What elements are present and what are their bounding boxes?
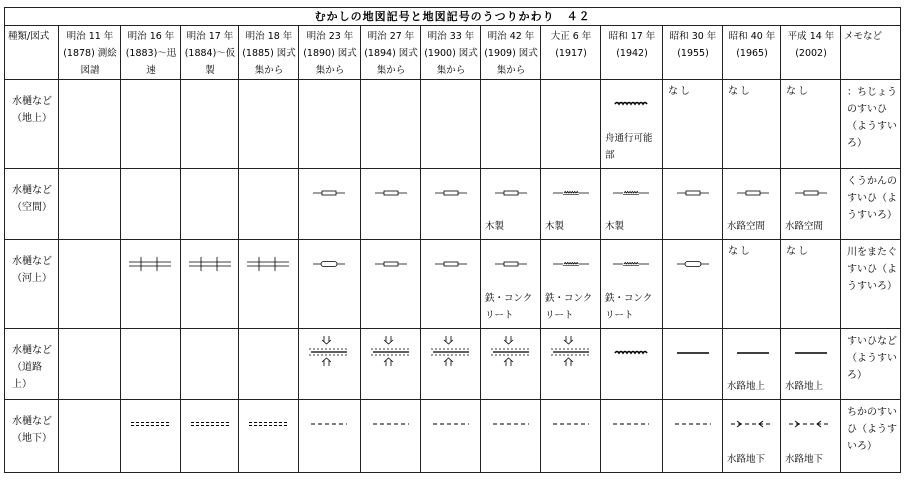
pipe-box-icon bbox=[299, 169, 360, 239]
symbol-cell bbox=[299, 240, 361, 329]
cell-note: なし bbox=[786, 246, 810, 257]
header-cell: 種類/図式 bbox=[5, 26, 59, 80]
symbol-cell bbox=[663, 400, 723, 473]
symbol-cell bbox=[481, 169, 541, 240]
row-label: 水樋など（地下） bbox=[5, 400, 59, 473]
symbol-cell bbox=[299, 80, 361, 169]
pipe-box-icon bbox=[663, 169, 722, 239]
dashed-line-icon bbox=[541, 400, 600, 472]
symbol-cell bbox=[361, 329, 421, 400]
symbol-cell bbox=[781, 169, 841, 240]
symbol-cell bbox=[781, 240, 841, 329]
symbol-cell bbox=[361, 240, 421, 329]
symbol-cell bbox=[723, 80, 781, 169]
symbol-cell bbox=[781, 329, 841, 400]
symbol-cell bbox=[361, 80, 421, 169]
symbol-cell bbox=[781, 400, 841, 473]
symbol-cell bbox=[421, 80, 481, 169]
symbol-cell bbox=[481, 80, 541, 169]
row-label: 水樋など（道路上） bbox=[5, 329, 59, 400]
road-crossing-icon bbox=[481, 329, 540, 399]
cell-note: なし bbox=[786, 86, 810, 97]
symbol-cell bbox=[541, 80, 601, 169]
header-cell: メモなど bbox=[841, 26, 901, 80]
symbol-cell bbox=[723, 329, 781, 400]
cell-note: なし bbox=[668, 86, 692, 97]
dashed-line-icon bbox=[663, 400, 722, 472]
header-cell: 明治 18 年(1885) 図式集から bbox=[239, 26, 299, 80]
header-cell: 大正 6 年(1917) bbox=[541, 26, 601, 80]
header-row bbox=[5, 26, 901, 80]
dashed-line-icon bbox=[421, 400, 480, 472]
symbol-cell bbox=[121, 80, 181, 169]
symbol-cell bbox=[421, 400, 481, 473]
symbol-cell bbox=[723, 169, 781, 240]
symbol-cell bbox=[239, 400, 299, 473]
symbol-cell bbox=[601, 400, 663, 473]
header-cell: 昭和 30 年(1955) bbox=[663, 26, 723, 80]
symbol-cell bbox=[59, 169, 121, 240]
symbol-cell bbox=[481, 329, 541, 400]
dashed-line-icon bbox=[601, 400, 662, 472]
pipe-oval-icon bbox=[299, 240, 360, 328]
symbol-cell bbox=[541, 400, 601, 473]
header-cell: 昭和 17 年(1942) bbox=[601, 26, 663, 80]
dashed-line-icon bbox=[361, 400, 420, 472]
symbol-cell bbox=[663, 329, 723, 400]
wavy-line-icon bbox=[601, 329, 662, 399]
symbol-cell bbox=[121, 329, 181, 400]
symbol-cell bbox=[239, 80, 299, 169]
road-crossing-icon bbox=[541, 329, 600, 399]
dashed-line-icon bbox=[299, 400, 360, 472]
symbol-cell bbox=[361, 169, 421, 240]
symbol-cell bbox=[239, 329, 299, 400]
symbol-cell bbox=[299, 329, 361, 400]
cell-note: 木製 bbox=[545, 221, 565, 232]
symbol-cell bbox=[181, 80, 239, 169]
pipe-box-icon bbox=[361, 169, 420, 239]
symbol-cell bbox=[601, 240, 663, 329]
symbol-cell bbox=[541, 169, 601, 240]
symbol-cell bbox=[481, 240, 541, 329]
symbol-cell bbox=[181, 240, 239, 329]
pipe-box-icon bbox=[421, 240, 480, 328]
symbol-cell bbox=[299, 400, 361, 473]
symbol-cell bbox=[663, 169, 723, 240]
cell-note: 水路空間 bbox=[727, 221, 766, 232]
pipe-box-icon bbox=[361, 240, 420, 328]
symbol-cell bbox=[59, 329, 121, 400]
symbol-cell bbox=[723, 240, 781, 329]
symbol-cell bbox=[781, 80, 841, 169]
symbol-cell bbox=[59, 400, 121, 473]
memo-cell: すいひなど（ようすいろ） bbox=[841, 329, 901, 400]
memo-cell: ：ちじょうのすいひ（ようすいろ） bbox=[841, 80, 901, 169]
symbol-cell bbox=[601, 169, 663, 240]
cell-note: 木製 bbox=[485, 221, 505, 232]
header-cell: 明治 42 年(1909) 図式集から bbox=[481, 26, 541, 80]
cell-note: 鉄・コンクリート bbox=[605, 293, 653, 321]
table-row bbox=[5, 329, 901, 400]
table-title: むかしの地図記号と地図記号のうつりかわり ４２ bbox=[5, 8, 901, 26]
header-cell: 平成 14 年(2002) bbox=[781, 26, 841, 80]
symbol-cell bbox=[481, 400, 541, 473]
table-row bbox=[5, 240, 901, 329]
symbol-cell bbox=[239, 240, 299, 329]
pipe-box-icon bbox=[421, 169, 480, 239]
symbol-cell bbox=[121, 400, 181, 473]
symbol-cell bbox=[541, 329, 601, 400]
row-label: 水樋など（河上） bbox=[5, 240, 59, 329]
cell-note: 水路空間 bbox=[785, 221, 824, 232]
cell-note: 舟通行可能部 bbox=[605, 133, 653, 161]
cell-note: 水路地上 bbox=[727, 381, 766, 392]
memo-cell: 川をまたぐすいひ（ようすいろ） bbox=[841, 240, 901, 329]
symbol-cell bbox=[59, 80, 121, 169]
road-crossing-icon bbox=[421, 329, 480, 399]
symbol-cell bbox=[601, 80, 663, 169]
dashed-double-icon bbox=[181, 400, 238, 472]
cell-note: 水路地上 bbox=[785, 381, 824, 392]
double-rail-icon bbox=[239, 240, 298, 328]
symbol-cell bbox=[601, 329, 663, 400]
symbol-cell bbox=[181, 329, 239, 400]
header-cell: 明治 23 年(1890) 図式集から bbox=[299, 26, 361, 80]
memo-cell: くうかんのすいひ（ようすいろ） bbox=[841, 169, 901, 240]
symbol-cell bbox=[121, 240, 181, 329]
map-symbol-table bbox=[4, 7, 901, 473]
table-row bbox=[5, 80, 901, 169]
cell-note: 鉄・コンクリート bbox=[485, 293, 533, 321]
row-label: 水樋など（地上） bbox=[5, 80, 59, 169]
cell-note: 木製 bbox=[605, 221, 625, 232]
symbol-cell bbox=[421, 240, 481, 329]
cell-note: 鉄・コンクリート bbox=[545, 293, 593, 321]
cell-note: なし bbox=[728, 246, 752, 257]
dashed-line-icon bbox=[481, 400, 540, 472]
cell-note: なし bbox=[728, 86, 752, 97]
cell-note: 水路地下 bbox=[727, 454, 766, 465]
header-cell: 明治 27 年(1894) 図式集から bbox=[361, 26, 421, 80]
symbol-cell bbox=[181, 169, 239, 240]
table-row bbox=[5, 169, 901, 240]
symbol-cell bbox=[541, 240, 601, 329]
symbol-cell bbox=[239, 169, 299, 240]
symbol-cell bbox=[663, 80, 723, 169]
symbol-cell bbox=[723, 400, 781, 473]
dashed-double-icon bbox=[121, 400, 180, 472]
header-cell: 明治 16 年(1883)～迅速 bbox=[121, 26, 181, 80]
memo-cell: ちかのすいひ（ようすいろ） bbox=[841, 400, 901, 473]
symbol-cell bbox=[59, 240, 121, 329]
symbol-cell bbox=[181, 400, 239, 473]
dashed-double-icon bbox=[239, 400, 298, 472]
double-rail-icon bbox=[181, 240, 238, 328]
table-row bbox=[5, 400, 901, 473]
road-crossing-icon bbox=[361, 329, 420, 399]
double-rail-icon bbox=[121, 240, 180, 328]
pipe-oval-icon bbox=[663, 240, 722, 328]
header-cell: 明治 17 年(1884)～仮製 bbox=[181, 26, 239, 80]
header-cell: 明治 33 年(1900) 図式集から bbox=[421, 26, 481, 80]
symbol-cell bbox=[121, 169, 181, 240]
road-crossing-icon bbox=[299, 329, 360, 399]
header-cell: 明治 11 年(1878) 測絵図譜 bbox=[59, 26, 121, 80]
symbol-cell bbox=[421, 329, 481, 400]
row-label: 水樋など（空間） bbox=[5, 169, 59, 240]
symbol-cell bbox=[663, 240, 723, 329]
symbol-cell bbox=[421, 169, 481, 240]
symbol-cell bbox=[361, 400, 421, 473]
header-cell: 昭和 40 年(1965) bbox=[723, 26, 781, 80]
cell-note: 水路地下 bbox=[785, 454, 824, 465]
solid-line-icon bbox=[663, 329, 722, 399]
symbol-cell bbox=[299, 169, 361, 240]
